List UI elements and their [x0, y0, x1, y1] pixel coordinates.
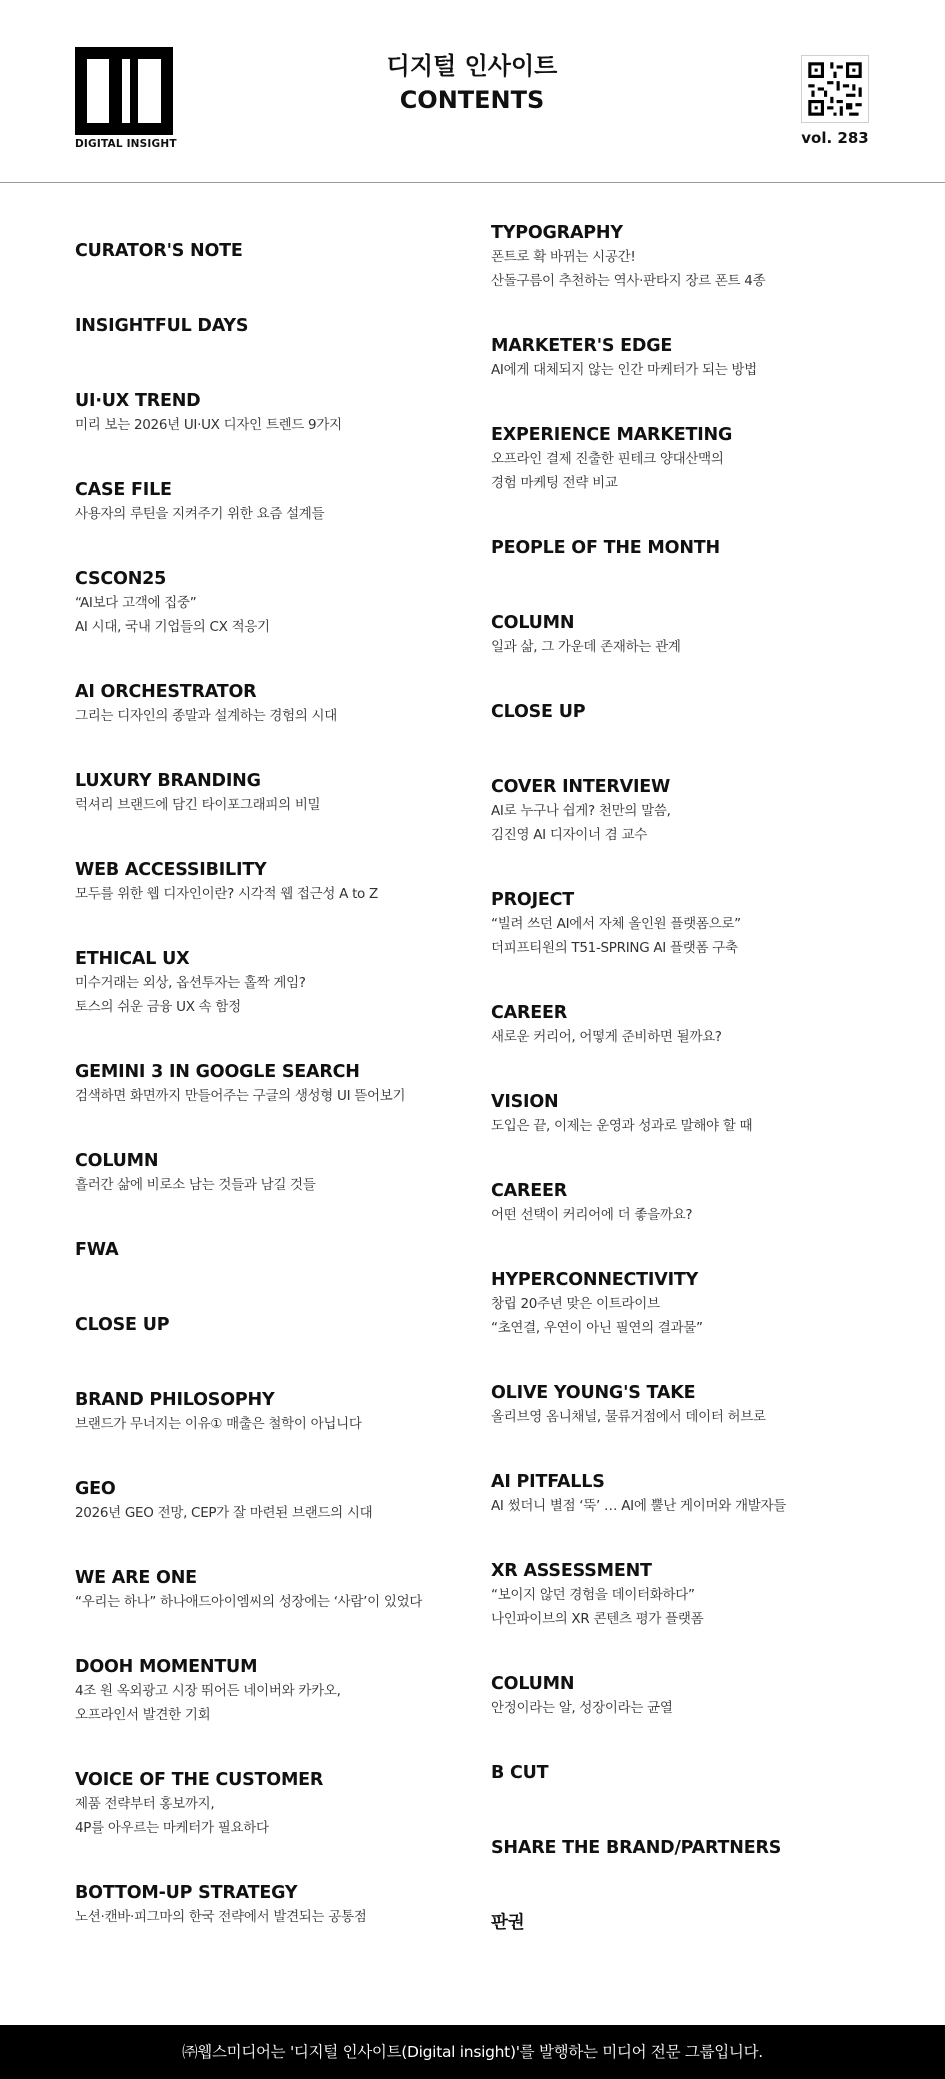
toc-entry-subtitle: 일과 삶, 그 가운데 존재하는 관계 [491, 639, 681, 655]
toc-entry-subtitle: 안정이라는 알, 성장이라는 균열 [491, 1700, 673, 1716]
toc-entry[interactable] [491, 334, 911, 382]
toc-entry[interactable] [491, 221, 911, 293]
toc-entry[interactable] [491, 1761, 911, 1785]
toc-entry-subtitle: 나인파이브의 XR 콘텐츠 평가 플랫폼 [491, 1611, 704, 1627]
toc-entry-subtitle: 김진영 AI 디자이너 겸 교수 [491, 827, 647, 843]
toc-entry-title: CURATOR'S NOTE [75, 241, 243, 261]
toc-entry-title: AI ORCHESTRATOR [75, 682, 257, 702]
toc-entry[interactable] [491, 1090, 911, 1138]
toc-entry-subtitle: 도입은 끝, 이제는 운영과 성과로 말해야 할 때 [491, 1118, 753, 1134]
toc-entry-title: VISION [491, 1092, 559, 1112]
toc-entry[interactable] [491, 423, 911, 495]
qr-code-icon[interactable] [801, 55, 869, 123]
toc-entry[interactable] [75, 1566, 465, 1614]
toc-entry[interactable] [75, 680, 465, 728]
toc-entry-title: SHARE THE BRAND/PARTNERS [491, 1838, 782, 1858]
toc-entry-title: 판권 [491, 1913, 525, 1933]
toc-entry-title: FWA [75, 1240, 119, 1260]
toc-entry[interactable] [491, 1001, 911, 1049]
toc-entry[interactable] [75, 314, 465, 338]
toc-entry-subtitle: 미수거래는 외상, 옵션투자는 홀짝 게임? [75, 975, 306, 991]
volume-number: vol. 283 [801, 129, 869, 147]
toc-entry[interactable] [491, 1836, 911, 1860]
toc-entry-subtitle: 사용자의 루틴을 지켜주기 위한 요즘 설계들 [75, 506, 325, 522]
toc-entry-subtitle: 제품 전략부터 홍보까지, [75, 1796, 215, 1812]
toc-entry-subtitle: “빌려 쓰던 AI에서 자체 올인원 플랫폼으로” [491, 916, 741, 932]
toc-entry-subtitle: 노션·캔바·피그마의 한국 전략에서 발견되는 공통점 [75, 1909, 367, 1925]
toc-entry[interactable] [491, 1672, 911, 1720]
logo-mark-icon [75, 47, 173, 135]
toc-entry-subtitle: “초연결, 우연이 아닌 필연의 결과물” [491, 1320, 703, 1336]
toc-entry[interactable] [491, 888, 911, 960]
toc-entry-title: CAREER [491, 1181, 568, 1201]
toc-entry-subtitle: 경험 마케팅 전략 비교 [491, 475, 618, 491]
toc-entry-title: WE ARE ONE [75, 1568, 197, 1588]
toc-entry[interactable] [75, 389, 465, 437]
toc-entry[interactable] [491, 1381, 911, 1429]
toc-entry[interactable] [491, 1179, 911, 1227]
toc-entry-title: CLOSE UP [75, 1315, 170, 1335]
toc-entry-title: COVER INTERVIEW [491, 777, 671, 797]
toc-entry[interactable] [491, 1911, 911, 1935]
toc-entry-title: COLUMN [491, 1674, 575, 1694]
toc-entry-title: PROJECT [491, 890, 575, 910]
toc-entry-title: HYPERCONNECTIVITY [491, 1270, 699, 1290]
toc-entry[interactable] [75, 1881, 465, 1929]
toc-entry-title: B CUT [491, 1763, 549, 1783]
toc-entry[interactable] [491, 1470, 911, 1518]
toc-entry[interactable] [75, 769, 465, 817]
toc-entry-subtitle: 브랜드가 무너지는 이유① 매출은 철학이 아닙니다 [75, 1416, 362, 1432]
toc-entry-subtitle: 토스의 쉬운 금융 UX 속 함정 [75, 999, 241, 1015]
toc-entry-title: ETHICAL UX [75, 949, 190, 969]
toc-entry-subtitle: 올리브영 옴니채널, 물류거점에서 데이터 허브로 [491, 1409, 766, 1425]
toc-entry-subtitle: AI로 누구나 쉽게? 천만의 말씀, [491, 803, 671, 819]
toc-entry[interactable] [75, 947, 465, 1019]
toc-entry[interactable] [75, 239, 465, 263]
toc-entry-title: INSIGHTFUL DAYS [75, 316, 249, 336]
toc-entry-subtitle: AI 썼더니 별점 ‘뚝’ … AI에 뿔난 게이머와 개발자들 [491, 1498, 786, 1514]
toc-entry-title: VOICE OF THE CUSTOMER [75, 1770, 324, 1790]
toc-entry-subtitle: 럭셔리 브랜드에 담긴 타이포그래피의 비밀 [75, 797, 321, 813]
toc-entry-title: COLUMN [75, 1151, 159, 1171]
contents-left-column [75, 239, 465, 1970]
toc-entry-subtitle: AI에게 대체되지 않는 인간 마케터가 되는 방법 [491, 362, 757, 378]
toc-entry-subtitle: 어떤 선택이 커리어에 더 좋을까요? [491, 1207, 693, 1223]
toc-entry-subtitle: 4P를 아우르는 마케터가 필요하다 [75, 1820, 269, 1836]
toc-entry-subtitle: 미리 보는 2026년 UI·UX 디자인 트렌드 9가지 [75, 417, 342, 433]
toc-entry[interactable] [75, 1149, 465, 1197]
toc-entry[interactable] [75, 1060, 465, 1108]
contents-right-column [491, 221, 911, 1986]
toc-entry-title: CLOSE UP [491, 702, 586, 722]
toc-entry-subtitle: 모두를 위한 웹 디자인이란? 시각적 웹 접근성 A to Z [75, 886, 378, 902]
toc-entry-subtitle: AI 시대, 국내 기업들의 CX 적응기 [75, 619, 270, 635]
toc-entry-subtitle: “우리는 하나” 하나애드아이엠씨의 성장에는 ‘사람’이 있었다 [75, 1594, 423, 1610]
toc-entry[interactable] [75, 1655, 465, 1727]
toc-entry-title: CAREER [491, 1003, 568, 1023]
magazine-title: 디지털 인사이트 [386, 52, 558, 80]
toc-entry-title: OLIVE YOUNG'S TAKE [491, 1383, 696, 1403]
logo-text: DIGITAL INSIGHT [75, 138, 177, 150]
toc-entry[interactable] [75, 567, 465, 639]
toc-entry[interactable] [75, 478, 465, 526]
contents-title: CONTENTS [399, 86, 545, 114]
toc-entry[interactable] [75, 858, 465, 906]
toc-entry-title: BRAND PHILOSOPHY [75, 1390, 275, 1410]
toc-entry[interactable] [75, 1313, 465, 1337]
toc-entry-title: CASE FILE [75, 480, 172, 500]
toc-entry[interactable] [491, 1268, 911, 1340]
toc-entry-subtitle: 4조 원 옥외광고 시장 뛰어든 네이버와 카카오, [75, 1683, 341, 1699]
toc-entry-subtitle: 검색하면 화면까지 만들어주는 구글의 생성형 UI 뜯어보기 [75, 1088, 406, 1104]
toc-entry-title: TYPOGRAPHY [491, 223, 623, 243]
toc-entry-subtitle: 산돌구름이 추천하는 역사·판타지 장르 폰트 4종 [491, 273, 766, 289]
qr-pattern [802, 56, 868, 122]
toc-entry-subtitle: 오프라인 결제 진출한 핀테크 양대산맥의 [491, 451, 724, 467]
toc-entry-title: XR ASSESSMENT [491, 1561, 652, 1581]
toc-entry[interactable] [75, 1768, 465, 1840]
toc-entry[interactable] [491, 700, 911, 724]
digital-insight-logo[interactable] [75, 47, 177, 154]
toc-entry-title: GEO [75, 1479, 116, 1499]
toc-entry-title: EXPERIENCE MARKETING [491, 425, 733, 445]
toc-entry-title: LUXURY BRANDING [75, 771, 261, 791]
header-divider [0, 182, 945, 183]
toc-entry-subtitle: 그리는 디자인의 종말과 설계하는 경험의 시대 [75, 708, 338, 724]
toc-entry-title: BOTTOM-UP STRATEGY [75, 1883, 298, 1903]
toc-entry-subtitle: 더피프티원의 T51-SPRING AI 플랫폼 구축 [491, 940, 738, 956]
toc-entry-subtitle: 오프라인서 발견한 기회 [75, 1707, 211, 1723]
toc-entry[interactable] [491, 536, 911, 560]
toc-entry-title: CSCON25 [75, 569, 167, 589]
toc-entry-subtitle: 새로운 커리어, 어떻게 준비하면 될까요? [491, 1029, 722, 1045]
toc-entry-title: AI PITFALLS [491, 1472, 605, 1492]
toc-entry-subtitle: 폰트로 확 바뀌는 시공간! [491, 249, 636, 265]
toc-entry-subtitle: 창립 20주년 맞은 이트라이브 [491, 1296, 660, 1312]
footer-publisher-note: ㈜웹스미디어는 '디지털 인사이트(Digital insight)'를 발행하는 미디어 전문 그룹입니다. [0, 2025, 945, 2079]
toc-entry[interactable] [75, 1388, 465, 1436]
toc-entry-title: UI·UX TREND [75, 391, 201, 411]
toc-entry-title: PEOPLE OF THE MONTH [491, 538, 720, 558]
toc-entry-subtitle: “보이지 않던 경험을 데이터화하다” [491, 1587, 695, 1603]
toc-entry[interactable] [491, 611, 911, 659]
toc-entry-title: COLUMN [491, 613, 575, 633]
toc-entry-title: DOOH MOMENTUM [75, 1657, 258, 1677]
toc-entry-subtitle: “AI보다 고객에 집중” [75, 595, 197, 611]
toc-entry-subtitle: 2026년 GEO 전망, CEP가 잘 마련된 브랜드의 시대 [75, 1505, 373, 1521]
toc-entry[interactable] [491, 1559, 911, 1631]
toc-entry-subtitle: 흘러간 삶에 비로소 남는 것들과 남길 것들 [75, 1177, 316, 1193]
toc-entry-title: WEB ACCESSIBILITY [75, 860, 267, 880]
toc-entry[interactable] [75, 1477, 465, 1525]
toc-entry[interactable] [75, 1238, 465, 1262]
header [0, 0, 945, 183]
toc-entry-title: MARKETER'S EDGE [491, 336, 673, 356]
toc-entry[interactable] [491, 775, 911, 847]
toc-entry-title: GEMINI 3 IN GOOGLE SEARCH [75, 1062, 360, 1082]
